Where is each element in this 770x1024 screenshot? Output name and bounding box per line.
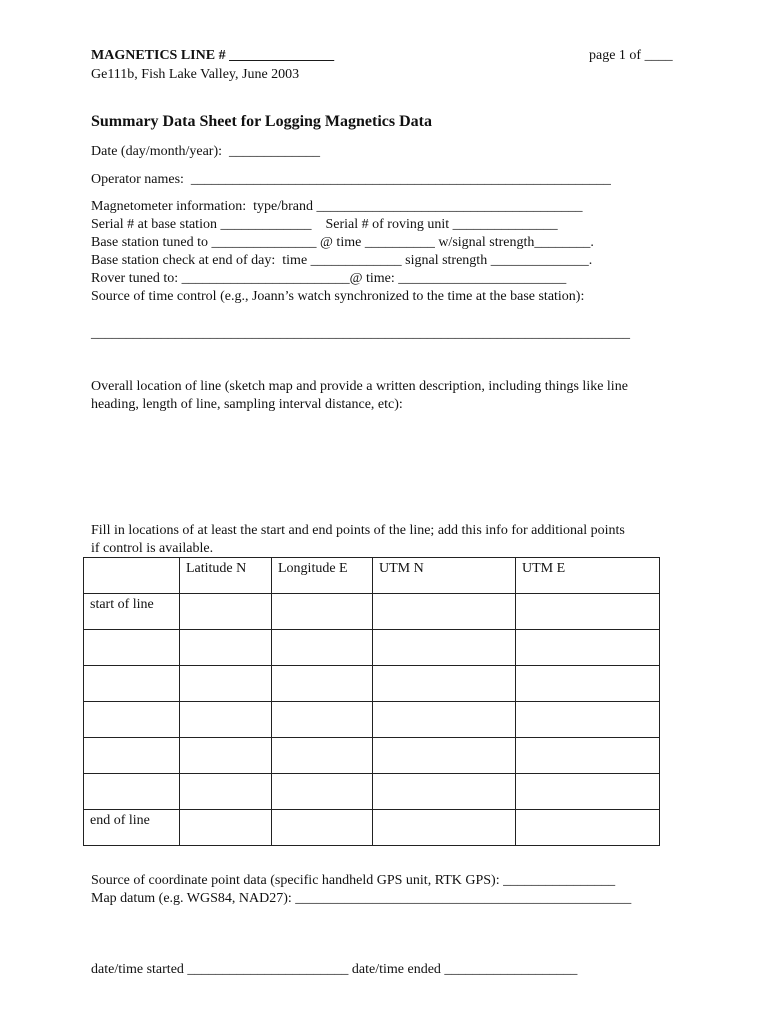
table-cell[interactable] — [272, 774, 373, 810]
page-number-label: page 1 of ____ — [589, 48, 673, 63]
row-label-start: start of line — [84, 594, 180, 630]
header-cell-utm-e: UTM E — [516, 558, 660, 594]
table-cell[interactable] — [272, 810, 373, 846]
base-station-check-field[interactable]: Base station check at end of day: time _____________ signal strength ______________. — [91, 253, 593, 268]
table-cell[interactable] — [272, 666, 373, 702]
table-cell[interactable] — [516, 774, 660, 810]
table-cell[interactable] — [373, 702, 516, 738]
header-cell-longitude: Longitude E — [272, 558, 373, 594]
table-cell[interactable] — [272, 738, 373, 774]
coordinate-source-field[interactable]: Source of coordinate point data (specific handheld GPS unit, RTK GPS): ________________ — [91, 873, 616, 888]
table-header-row — [84, 558, 660, 594]
location-instructions-line-1: Overall location of line (sketch map and provide a written description, including things like line — [91, 379, 628, 394]
table-cell[interactable] — [180, 810, 272, 846]
serial-numbers-field[interactable]: Serial # at base station _____________ Serial # of roving unit _______________ — [91, 217, 558, 232]
table-cell[interactable] — [272, 702, 373, 738]
table-row — [84, 666, 660, 702]
table-cell[interactable] — [516, 594, 660, 630]
table-cell[interactable] — [272, 630, 373, 666]
table-cell[interactable] — [373, 810, 516, 846]
table-row — [84, 774, 660, 810]
header-cell-utm-n: UTM N — [373, 558, 516, 594]
date-field[interactable]: Date (day/month/year): _____________ — [91, 144, 321, 159]
row-label[interactable] — [84, 774, 180, 810]
course-subtitle: Ge111b, Fish Lake Valley, June 2003 — [91, 67, 300, 82]
table-cell[interactable] — [180, 630, 272, 666]
coordinates-table — [83, 557, 660, 846]
table-cell[interactable] — [373, 630, 516, 666]
time-control-source-blank[interactable]: _____________________________________________________________________________ — [91, 326, 630, 341]
row-label[interactable] — [84, 738, 180, 774]
magnetics-line-label: MAGNETICS LINE # _______________ — [91, 48, 335, 63]
table-cell[interactable] — [516, 738, 660, 774]
table-cell[interactable] — [516, 630, 660, 666]
time-control-source-label: Source of time control (e.g., Joann’s watch synchronized to the time at the base station): — [91, 289, 585, 304]
location-instructions-line-2: heading, length of line, sampling interval distance, etc): — [91, 397, 403, 412]
table-cell[interactable] — [373, 738, 516, 774]
table-row — [84, 810, 660, 846]
map-datum-field[interactable]: Map datum (e.g. WGS84, NAD27): ________________________________________________ — [91, 891, 632, 906]
table-row — [84, 702, 660, 738]
operator-names-field[interactable]: Operator names: ____________________________________________________________ — [91, 172, 611, 187]
rover-tuned-field[interactable]: Rover tuned to: ________________________@ time: ________________________ — [91, 271, 567, 286]
points-instructions-line-1: Fill in locations of at least the start and end points of the line; add this info for additional points — [91, 523, 625, 538]
table-cell[interactable] — [516, 702, 660, 738]
table-row — [84, 594, 660, 630]
table-cell[interactable] — [180, 594, 272, 630]
row-label[interactable] — [84, 630, 180, 666]
row-label[interactable] — [84, 702, 180, 738]
table-cell[interactable] — [516, 810, 660, 846]
row-label-end: end of line — [84, 810, 180, 846]
table-cell[interactable] — [180, 666, 272, 702]
table-cell[interactable] — [180, 774, 272, 810]
table-cell[interactable] — [180, 702, 272, 738]
row-label[interactable] — [84, 666, 180, 702]
magnetometer-field[interactable]: Magnetometer information: type/brand ______________________________________ — [91, 199, 583, 214]
table-cell[interactable] — [180, 738, 272, 774]
base-station-tuned-field[interactable]: Base station tuned to _______________ @ time __________ w/signal strength________. — [91, 235, 594, 250]
table-cell[interactable] — [516, 666, 660, 702]
date-time-started-ended-field[interactable]: date/time started _______________________ date/time ended ___________________ — [91, 962, 578, 977]
header-cell-blank — [84, 558, 180, 594]
points-instructions-line-2: if control is available. — [91, 541, 214, 556]
header-cell-latitude: Latitude N — [180, 558, 272, 594]
table-cell[interactable] — [373, 666, 516, 702]
page-title: Summary Data Sheet for Logging Magnetics Data — [91, 113, 433, 130]
table-row — [84, 630, 660, 666]
table-cell[interactable] — [373, 594, 516, 630]
table-cell[interactable] — [272, 594, 373, 630]
table-cell[interactable] — [373, 774, 516, 810]
table-row — [84, 738, 660, 774]
